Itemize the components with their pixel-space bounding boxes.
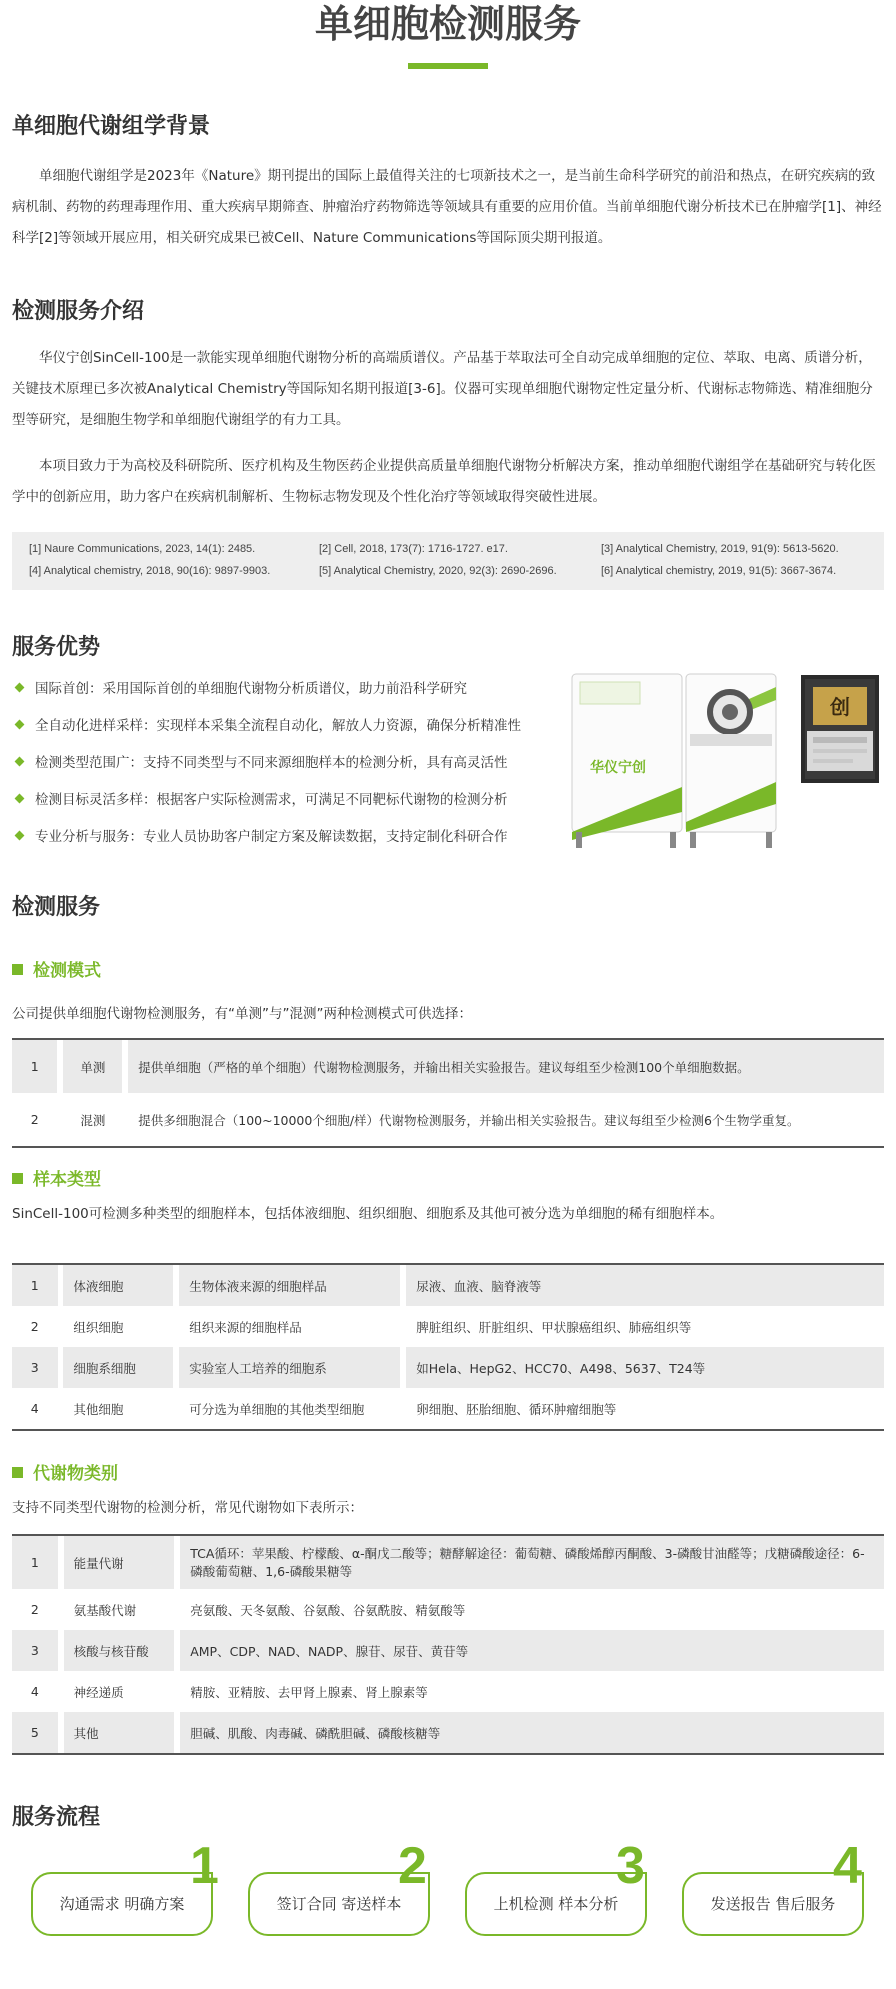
table-cell: 胆碱、肌酸、肉毒碱、磷酰胆碱、磷酸核糖等	[180, 1712, 884, 1753]
reference-item: [1] Naure Communications, 2023, 14(1): 2485.	[29, 543, 256, 555]
table-cell: 卵细胞、胚胎细胞、循环肿瘤细胞等	[416, 1401, 617, 1417]
table-cell: 组织来源的细胞样品	[189, 1319, 302, 1335]
table-cell: 体液细胞	[63, 1265, 173, 1306]
flow-step-box: 上机检测 样本分析	[465, 1872, 647, 1936]
reference-item: [2] Cell, 2018, 173(7): 1716-1727. e17.	[319, 543, 508, 555]
advantages-heading: 服务优势	[12, 635, 101, 660]
service-heading: 检测服务	[12, 895, 101, 920]
table-row	[12, 1671, 884, 1712]
table-row	[12, 1388, 884, 1429]
square-marker-icon	[12, 964, 23, 975]
table-cell: 尿液、血液、脑脊液等	[406, 1265, 884, 1306]
table-cell: 3	[12, 1630, 58, 1671]
table-cell: AMP、CDP、NAD、NADP、腺苷、尿苷、黄苷等	[180, 1630, 884, 1671]
sample-table	[12, 1263, 884, 1431]
advantage-item: 检测目标灵活多样：根据客户实际检测需求，可满足不同靶标代谢物的检测分析	[12, 790, 508, 810]
table-cell: 神经递质	[73, 1684, 124, 1700]
diamond-bullet-icon	[15, 757, 25, 767]
flow-step-box: 签订合同 寄送样本	[248, 1872, 430, 1936]
page-title: 单细胞检测服务	[314, 2, 581, 46]
table-cell: 单测	[63, 1040, 122, 1093]
table-row	[12, 1265, 884, 1306]
square-marker-icon	[12, 1173, 23, 1184]
flow-step-number: 4	[833, 1837, 862, 1895]
table-cell: 4	[30, 1684, 39, 1699]
background-paragraph: 单细胞代谢组学是2023年《Nature》期刊提出的国际上最值得关注的七项新技术之一，是当前生命科学研究的前沿和热点，在研究疾病的致病机制、药物的药理毒理作用、重大疾病早期筛查、肿瘤治疗药物筛选等领域具有重要的应用价值。当前单细胞代谢分析技术已在肿瘤学[1]、神经科学[2]等领域开展应用，相关研究成果已被Cell、Nature Communications等国际顶尖期刊报道。	[12, 168, 882, 246]
table-cell: 混测	[80, 1112, 106, 1128]
intro-heading: 检测服务介绍	[12, 299, 145, 324]
table-cell: 2	[30, 1112, 39, 1127]
advantage-item: 检测类型范围广：支持不同类型与不同来源细胞样本的检测分析，具有高灵活性	[12, 753, 508, 773]
flow-step-number: 1	[190, 1837, 219, 1895]
instrument-logo: 华仪宁创	[590, 760, 646, 776]
instrument-image	[570, 672, 780, 852]
reference-item: [4] Analytical chemistry, 2018, 90(16): 9897-9903.	[29, 565, 271, 577]
table-row	[12, 1712, 884, 1753]
table-cell: 实验室人工培养的细胞系	[179, 1347, 400, 1388]
advantage-item: 国际首创：采用国际首创的单细胞代谢物分析质谱仪，助力前沿科学研究	[12, 679, 467, 699]
metabolite-heading: 代谢物类别	[12, 1462, 118, 1486]
table-cell: 脾脏组织、肝脏组织、甲状腺癌组织、肺癌组织等	[416, 1319, 692, 1335]
sample-description: SinCell-100可检测多种类型的细胞样本，包括体液细胞、组织细胞、细胞系及其他可被分选为单细胞的稀有细胞样本。	[12, 1206, 724, 1222]
table-row	[12, 1040, 884, 1093]
diamond-bullet-icon	[15, 720, 25, 730]
table-cell: 2	[30, 1602, 39, 1617]
mode-heading: 检测模式	[12, 959, 101, 983]
certificate-image	[801, 675, 879, 783]
table-row	[12, 1630, 884, 1671]
diamond-bullet-icon	[15, 794, 25, 804]
table-cell: 可分选为单细胞的其他类型细胞	[189, 1401, 365, 1417]
reference-item: [5] Analytical Chemistry, 2020, 92(3): 2690-2696.	[319, 565, 557, 577]
table-cell: 5	[12, 1712, 58, 1753]
table-cell: 如Hela、HepG2、HCC70、A498、5637、T24等	[406, 1347, 884, 1388]
flow-step-number: 2	[398, 1837, 427, 1895]
table-cell: 其他	[64, 1712, 175, 1753]
square-marker-icon	[12, 1467, 23, 1478]
diamond-bullet-icon	[15, 683, 25, 693]
table-row	[12, 1093, 884, 1146]
background-heading: 单细胞代谢组学背景	[12, 114, 211, 139]
table-cell: 精胺、亚精胺、去甲肾上腺素、肾上腺素等	[190, 1684, 428, 1700]
table-cell: 细胞系细胞	[63, 1347, 173, 1388]
table-cell: 组织细胞	[73, 1319, 124, 1335]
table-row	[12, 1589, 884, 1630]
table-row	[12, 1536, 884, 1589]
reference-item: [3] Analytical Chemistry, 2019, 91(9): 5613-5620.	[601, 543, 839, 555]
references-box	[12, 532, 884, 590]
table-cell: 亮氨酸、天冬氨酸、谷氨酸、谷氨酰胺、精氨酸等	[190, 1602, 466, 1618]
table-cell: 提供单细胞（严格的单个细胞）代谢物检测服务，并输出相关实验报告。建议每组至少检测100个单细胞数据。	[128, 1040, 884, 1093]
table-cell: 3	[12, 1347, 58, 1388]
flow-heading: 服务流程	[12, 1805, 101, 1830]
table-cell: TCA循环：苹果酸、柠檬酸、α-酮戊二酸等；糖酵解途径：葡萄糖、磷酸烯醇丙酮酸、3-磷酸甘油醛等；戊糖磷酸途径：6-磷酸葡萄糖、1,6-磷酸果糖等	[180, 1536, 884, 1589]
certificate-logo: 创	[830, 695, 850, 719]
metabolite-description: 支持不同类型代谢物的检测分析，常见代谢物如下表所示：	[12, 1500, 363, 1516]
table-row	[12, 1306, 884, 1347]
table-cell: 2	[30, 1319, 39, 1334]
sample-heading: 样本类型	[12, 1168, 101, 1192]
table-cell: 4	[30, 1401, 39, 1416]
title-underline	[408, 63, 488, 69]
table-cell: 核酸与核苷酸	[64, 1630, 175, 1671]
mode-description: 公司提供单细胞代谢物检测服务，有“单测”与”混测”两种检测模式可供选择：	[12, 1006, 472, 1022]
table-cell: 氨基酸代谢	[73, 1602, 137, 1618]
table-cell: 1	[12, 1040, 57, 1093]
table-cell: 1	[12, 1536, 58, 1589]
intro-paragraph-1: 华仪宁创SinCell-100是一款能实现单细胞代谢物分析的高端质谱仪。产品基于萃取法可全自动完成单细胞的定位、萃取、电离、质谱分析，关键技术原理已多次被Analytical Chemistry等国际知名期刊报道[3-6]。仪器可实现单细胞代谢物定性定量分析、代谢标志物筛选、精准细胞分型等研究，是细胞生物学和单细胞代谢组学的有力工具。	[12, 350, 873, 428]
flow-step-box: 沟通需求 明确方案	[31, 1872, 213, 1936]
table-cell: 其他细胞	[73, 1401, 124, 1417]
table-cell: 生物体液来源的细胞样品	[179, 1265, 400, 1306]
table-cell: 提供多细胞混合（100~10000个细胞/样）代谢物检测服务，并输出相关实验报告。建议每组至少检测6个生物学重复。	[138, 1112, 800, 1128]
flow-step-box: 发送报告 售后服务	[682, 1872, 864, 1936]
intro-paragraph-2: 本项目致力于为高校及科研院所、医疗机构及生物医药企业提供高质量单细胞代谢物分析解决方案，推动单细胞代谢组学在基础研究与转化医学中的创新应用，助力客户在疾病机制解析、生物标志物发现及个性化治疗等领域取得突破性进展。	[12, 458, 876, 505]
diamond-bullet-icon	[15, 831, 25, 841]
advantage-item: 专业分析与服务：专业人员协助客户制定方案及解读数据，支持定制化科研合作	[12, 827, 508, 847]
reference-item: [6] Analytical chemistry, 2019, 91(5): 3667-3674.	[601, 565, 837, 577]
table-row	[12, 1347, 884, 1388]
table-cell: 1	[12, 1265, 58, 1306]
advantage-item: 全自动化进样采样：实现样本采集全流程自动化，解放人力资源，确保分析精准性	[12, 716, 521, 736]
table-cell: 能量代谢	[64, 1536, 175, 1589]
flow-step-number: 3	[616, 1837, 645, 1895]
metabolite-table	[12, 1534, 884, 1755]
mode-table	[12, 1038, 884, 1148]
